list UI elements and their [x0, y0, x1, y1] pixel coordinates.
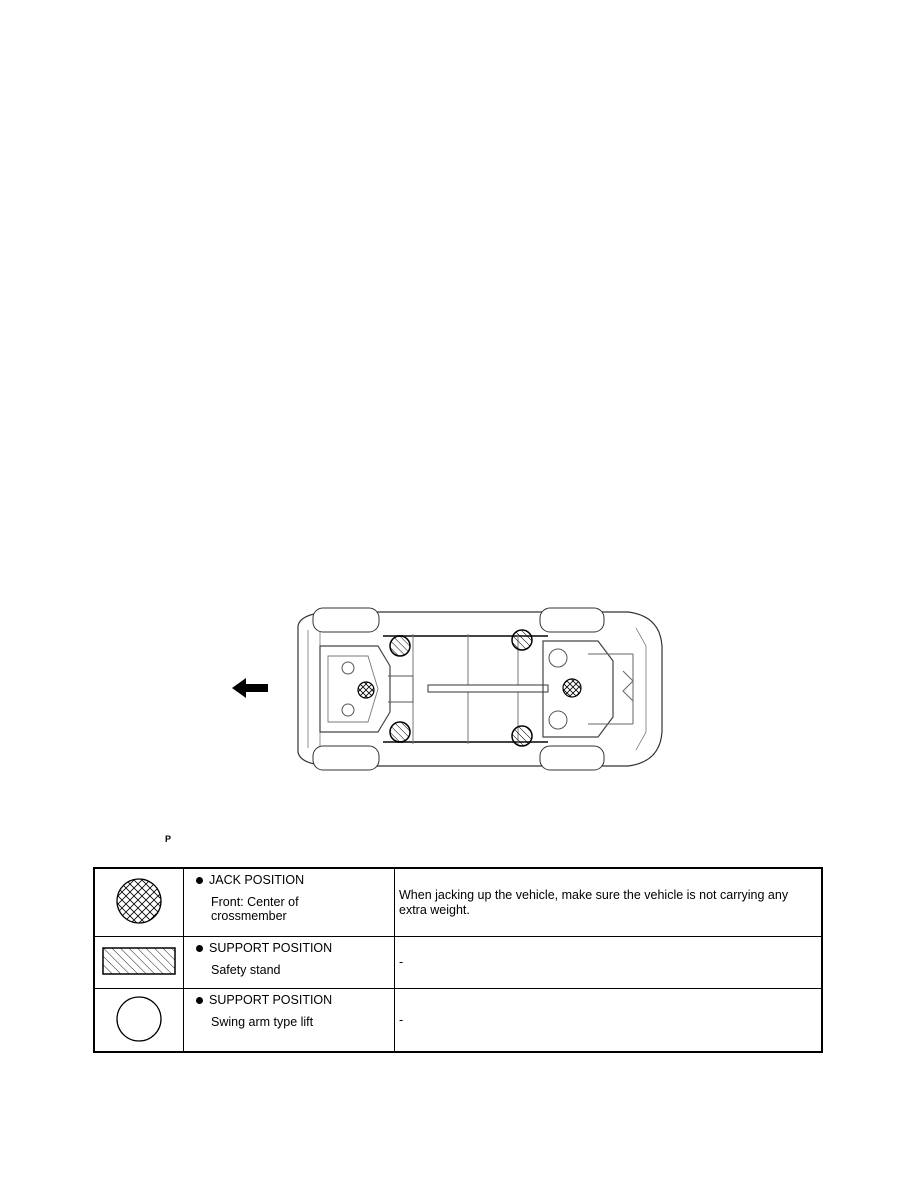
row-note: When jacking up the vehicle, make sure the vehicle is not carrying any extra weight. — [395, 868, 823, 937]
bullet-icon — [196, 997, 203, 1004]
front-arrow-icon — [232, 678, 268, 698]
row-detail: Swing arm type lift — [211, 1015, 314, 1030]
table-row — [94, 989, 822, 1052]
row-title: JACK POSITION — [209, 873, 305, 887]
lift-point-legend-table — [93, 867, 823, 1053]
page-marker: P — [165, 834, 172, 844]
jack-position-icon — [114, 876, 164, 926]
table-row — [94, 937, 822, 989]
support-position-swing-arm-icon — [114, 994, 164, 1044]
bullet-icon — [196, 945, 203, 952]
bullet-icon — [196, 877, 203, 884]
row-detail: Front: Center of crossmember — [211, 895, 299, 923]
row-title: SUPPORT POSITION — [209, 993, 333, 1008]
table-row — [94, 868, 822, 937]
row-detail: Safety stand — [211, 963, 281, 978]
support-position-safety-stand-icon — [101, 946, 177, 976]
vehicle-underside-diagram — [228, 606, 668, 772]
row-title: SUPPORT POSITION — [209, 941, 333, 956]
row-note: - — [395, 937, 823, 989]
row-note: - — [395, 989, 823, 1052]
